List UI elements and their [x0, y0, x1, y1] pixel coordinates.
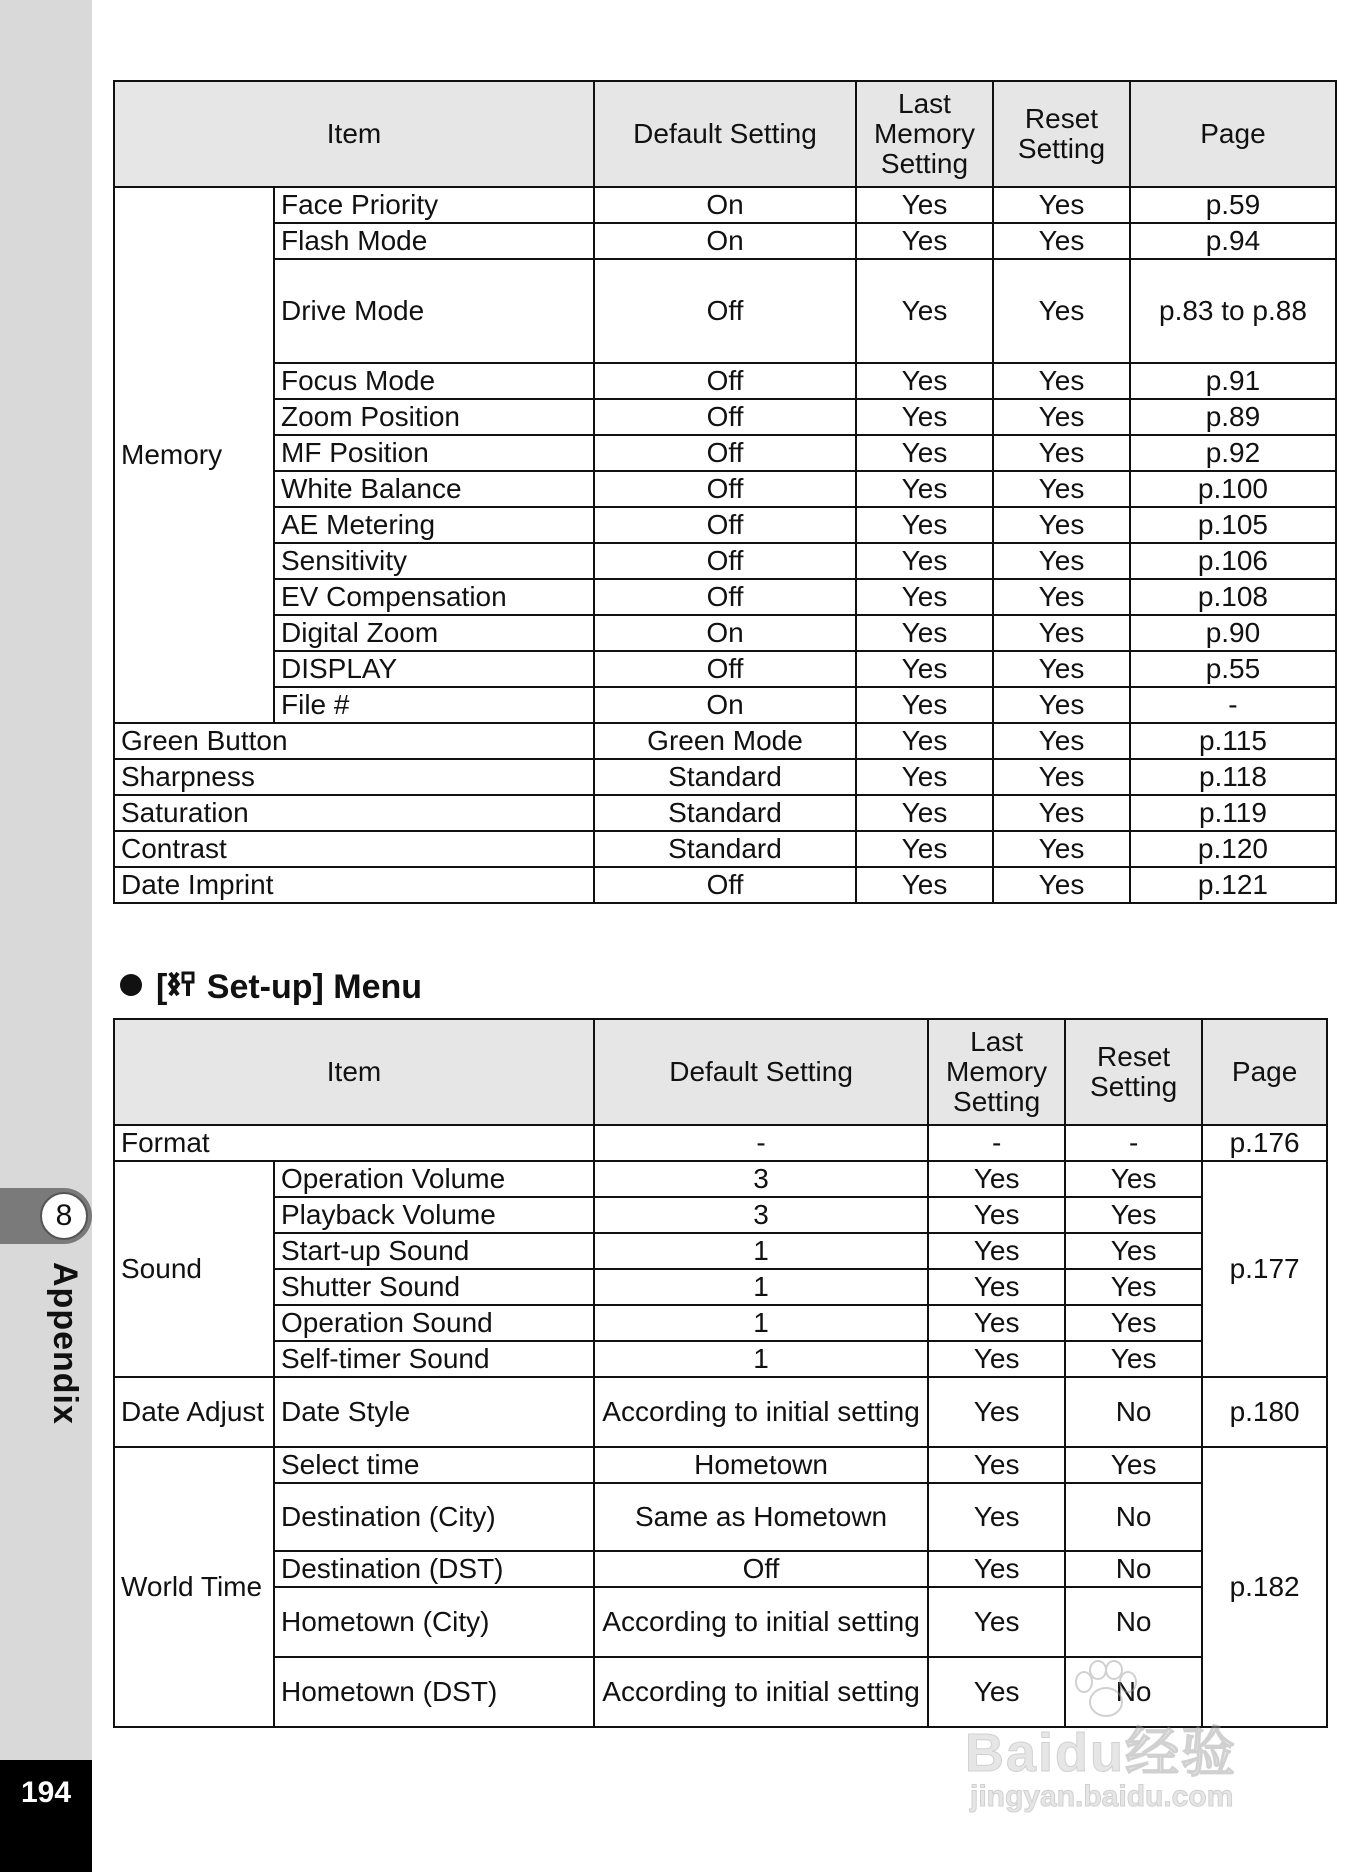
table-row [114, 507, 1336, 543]
page-cell: p.119 [1130, 795, 1336, 831]
wrench-setup-icon [167, 970, 197, 1006]
page-cell: p.91 [1130, 363, 1336, 399]
table-row [114, 471, 1336, 507]
chapter-label: Appendix [46, 1262, 84, 1425]
item-cell: Format [114, 1125, 594, 1161]
item-cell: Playback Volume [274, 1197, 594, 1233]
default-cell: On [594, 223, 856, 259]
header-item: Item [114, 1019, 594, 1125]
default-cell: Off [594, 471, 856, 507]
last-memory-cell: Yes [928, 1447, 1065, 1483]
default-cell: 1 [594, 1269, 928, 1305]
item-cell: Date Style [274, 1377, 594, 1447]
header-page: Page [1202, 1019, 1327, 1125]
last-memory-cell: Yes [928, 1269, 1065, 1305]
last-memory-cell: Yes [856, 399, 993, 435]
default-cell: Same as Hometown [594, 1483, 928, 1551]
last-memory-cell: Yes [856, 363, 993, 399]
page-cell: p.180 [1202, 1377, 1327, 1447]
chapter-number: 8 [40, 1192, 88, 1240]
last-memory-cell: Yes [928, 1377, 1065, 1447]
last-memory-cell: Yes [928, 1551, 1065, 1587]
reset-cell: - [1065, 1125, 1202, 1161]
last-memory-cell: Yes [928, 1161, 1065, 1197]
world-time-page-cell: p.182 [1202, 1447, 1327, 1727]
default-cell: Off [594, 543, 856, 579]
table-row [114, 867, 1336, 903]
reset-cell: Yes [993, 615, 1130, 651]
last-memory-cell: Yes [856, 223, 993, 259]
last-memory-cell: Yes [856, 543, 993, 579]
last-memory-cell: Yes [856, 867, 993, 903]
item-cell: Digital Zoom [274, 615, 594, 651]
reset-cell: Yes [1065, 1305, 1202, 1341]
table-row [114, 223, 1336, 259]
setup-heading-text: Set-up] Menu [197, 968, 423, 1006]
table-row [114, 759, 1336, 795]
default-cell: On [594, 687, 856, 723]
reset-cell: Yes [993, 435, 1130, 471]
table-row [114, 1483, 1327, 1551]
table-row [114, 259, 1336, 363]
header-page: Page [1130, 81, 1336, 187]
header-item: Item [114, 81, 594, 187]
last-memory-cell: Yes [856, 723, 993, 759]
reset-cell: Yes [993, 651, 1130, 687]
reset-cell: Yes [993, 543, 1130, 579]
page-cell: - [1130, 687, 1336, 723]
table-row [114, 687, 1336, 723]
last-memory-cell: Yes [928, 1657, 1065, 1727]
header-default: Default Setting [594, 1019, 928, 1125]
default-cell: 3 [594, 1197, 928, 1233]
reset-cell: No [1065, 1483, 1202, 1551]
default-cell: According to initial setting [594, 1377, 928, 1447]
default-cell: According to initial setting [594, 1657, 928, 1727]
default-cell: Standard [594, 795, 856, 831]
setup-menu-heading [120, 968, 422, 1007]
group-memory: Memory [114, 187, 274, 723]
item-cell: Saturation [114, 795, 594, 831]
item-cell: Self-timer Sound [274, 1341, 594, 1377]
reset-cell: Yes [1065, 1341, 1202, 1377]
reset-cell: No [1065, 1377, 1202, 1447]
page-cell: p.105 [1130, 507, 1336, 543]
header-reset: Reset Setting [1065, 1019, 1202, 1125]
last-memory-cell: Yes [856, 187, 993, 223]
reset-cell: Yes [1065, 1447, 1202, 1483]
reset-cell: Yes [993, 187, 1130, 223]
item-cell: Shutter Sound [274, 1269, 594, 1305]
last-memory-cell: Yes [928, 1197, 1065, 1233]
last-memory-cell: - [928, 1125, 1065, 1161]
reset-cell: Yes [993, 759, 1130, 795]
item-cell: Flash Mode [274, 223, 594, 259]
table-row [114, 1587, 1327, 1657]
last-memory-cell: Yes [856, 507, 993, 543]
table-row [114, 795, 1336, 831]
table-row [114, 831, 1336, 867]
last-memory-cell: Yes [928, 1587, 1065, 1657]
last-memory-cell: Yes [856, 795, 993, 831]
item-cell: Green Button [114, 723, 594, 759]
last-memory-cell: Yes [928, 1305, 1065, 1341]
watermark-sub: jingyan.baidu.com [970, 1780, 1234, 1813]
table-row [114, 1305, 1327, 1341]
last-memory-cell: Yes [856, 651, 993, 687]
default-cell: Hometown [594, 1447, 928, 1483]
last-memory-cell: Yes [856, 259, 993, 363]
item-cell: Select time [274, 1447, 594, 1483]
item-cell: Focus Mode [274, 363, 594, 399]
reset-cell: Yes [1065, 1197, 1202, 1233]
default-cell: On [594, 615, 856, 651]
page-cell: p.90 [1130, 615, 1336, 651]
item-cell: Zoom Position [274, 399, 594, 435]
sound-page-cell: p.177 [1202, 1161, 1327, 1377]
reset-cell: Yes [993, 579, 1130, 615]
item-cell: Date Imprint [114, 867, 594, 903]
reset-cell: Yes [1065, 1161, 1202, 1197]
reset-cell: Yes [1065, 1269, 1202, 1305]
item-cell: White Balance [274, 471, 594, 507]
table-row [114, 1447, 1327, 1483]
reset-cell: No [1065, 1587, 1202, 1657]
default-cell: On [594, 187, 856, 223]
bullet-icon [120, 974, 142, 996]
item-cell: Face Priority [274, 187, 594, 223]
watermark-main: Baidu经验 [965, 1723, 1238, 1783]
page-cell: p.121 [1130, 867, 1336, 903]
reset-cell: Yes [993, 795, 1130, 831]
item-cell: Drive Mode [274, 259, 594, 363]
item-cell: AE Metering [274, 507, 594, 543]
default-cell: Green Mode [594, 723, 856, 759]
reset-cell: Yes [993, 223, 1130, 259]
table-row [114, 579, 1336, 615]
group-sound: Sound [114, 1161, 274, 1377]
reset-cell: Yes [993, 831, 1130, 867]
item-cell: Destination (DST) [274, 1551, 594, 1587]
header-last-memory: Last Memory Setting [856, 81, 993, 187]
reset-cell: Yes [993, 363, 1130, 399]
reset-cell: Yes [993, 867, 1130, 903]
table-row [114, 1161, 1327, 1197]
item-cell: File # [274, 687, 594, 723]
last-memory-cell: Yes [856, 435, 993, 471]
table-row [114, 187, 1336, 223]
page-number: 194 [0, 1760, 92, 1872]
default-cell: - [594, 1125, 928, 1161]
table-row [114, 723, 1336, 759]
table-row [114, 435, 1336, 471]
chapter-sidebar [0, 0, 92, 1872]
default-cell: Off [594, 363, 856, 399]
baidu-watermark [965, 1660, 1285, 1820]
last-memory-cell: Yes [928, 1341, 1065, 1377]
default-cell: 1 [594, 1305, 928, 1341]
last-memory-cell: Yes [856, 579, 993, 615]
item-cell: Hometown (DST) [274, 1657, 594, 1727]
last-memory-cell: Yes [856, 615, 993, 651]
table-row [114, 399, 1336, 435]
last-memory-cell: Yes [928, 1483, 1065, 1551]
page-cell: p.106 [1130, 543, 1336, 579]
page-cell: p.120 [1130, 831, 1336, 867]
default-cell: Off [594, 435, 856, 471]
item-cell: Sensitivity [274, 543, 594, 579]
item-cell: Operation Volume [274, 1161, 594, 1197]
item-cell: DISPLAY [274, 651, 594, 687]
table-row [114, 543, 1336, 579]
default-cell: Standard [594, 831, 856, 867]
default-cell: According to initial setting [594, 1587, 928, 1657]
table-row [114, 363, 1336, 399]
table-row [114, 1551, 1327, 1587]
page-cell: p.118 [1130, 759, 1336, 795]
reset-cell: Yes [993, 259, 1130, 363]
reset-cell: Yes [993, 507, 1130, 543]
table-row [114, 651, 1336, 687]
setup-heading-prefix: [ [156, 968, 168, 1006]
default-cell: Off [594, 259, 856, 363]
item-cell: Start-up Sound [274, 1233, 594, 1269]
reset-cell: Yes [993, 723, 1130, 759]
page-cell: p.115 [1130, 723, 1336, 759]
settings-table-2 [113, 1018, 1328, 1728]
page-cell: p.176 [1202, 1125, 1327, 1161]
item-cell: Operation Sound [274, 1305, 594, 1341]
page-cell: p.59 [1130, 187, 1336, 223]
page-cell: p.100 [1130, 471, 1336, 507]
page-cell: p.83 to p.88 [1130, 259, 1336, 363]
last-memory-cell: Yes [856, 831, 993, 867]
table-row [114, 615, 1336, 651]
default-cell: Off [594, 579, 856, 615]
item-cell: Hometown (City) [274, 1587, 594, 1657]
item-cell: Sharpness [114, 759, 594, 795]
header-default: Default Setting [594, 81, 856, 187]
header-last-memory: Last Memory Setting [928, 1019, 1065, 1125]
default-cell: Off [594, 867, 856, 903]
page-cell: p.89 [1130, 399, 1336, 435]
default-cell: Off [594, 1551, 928, 1587]
item-cell: MF Position [274, 435, 594, 471]
group-date-adjust: Date Adjust [114, 1377, 274, 1447]
item-cell: Destination (City) [274, 1483, 594, 1551]
reset-cell: Yes [993, 471, 1130, 507]
item-cell: Contrast [114, 831, 594, 867]
page-cell: p.55 [1130, 651, 1336, 687]
header-reset: Reset Setting [993, 81, 1130, 187]
table-row [114, 1125, 1327, 1161]
default-cell: 1 [594, 1233, 928, 1269]
reset-cell: No [1065, 1551, 1202, 1587]
reset-cell: No [1065, 1657, 1202, 1727]
page-cell: p.108 [1130, 579, 1336, 615]
default-cell: 3 [594, 1161, 928, 1197]
table-row [114, 1341, 1327, 1377]
last-memory-cell: Yes [856, 687, 993, 723]
reset-cell: Yes [1065, 1233, 1202, 1269]
table-row [114, 1197, 1327, 1233]
last-memory-cell: Yes [856, 471, 993, 507]
last-memory-cell: Yes [928, 1233, 1065, 1269]
group-world-time: World Time [114, 1447, 274, 1727]
default-cell: Off [594, 651, 856, 687]
reset-cell: Yes [993, 399, 1130, 435]
settings-table-1 [113, 80, 1337, 904]
reset-cell: Yes [993, 687, 1130, 723]
table-row [114, 1269, 1327, 1305]
page-cell: p.92 [1130, 435, 1336, 471]
item-cell: EV Compensation [274, 579, 594, 615]
page-cell: p.94 [1130, 223, 1336, 259]
table-row [114, 1233, 1327, 1269]
default-cell: Standard [594, 759, 856, 795]
last-memory-cell: Yes [856, 759, 993, 795]
default-cell: Off [594, 507, 856, 543]
table-row [114, 1377, 1327, 1447]
default-cell: 1 [594, 1341, 928, 1377]
default-cell: Off [594, 399, 856, 435]
